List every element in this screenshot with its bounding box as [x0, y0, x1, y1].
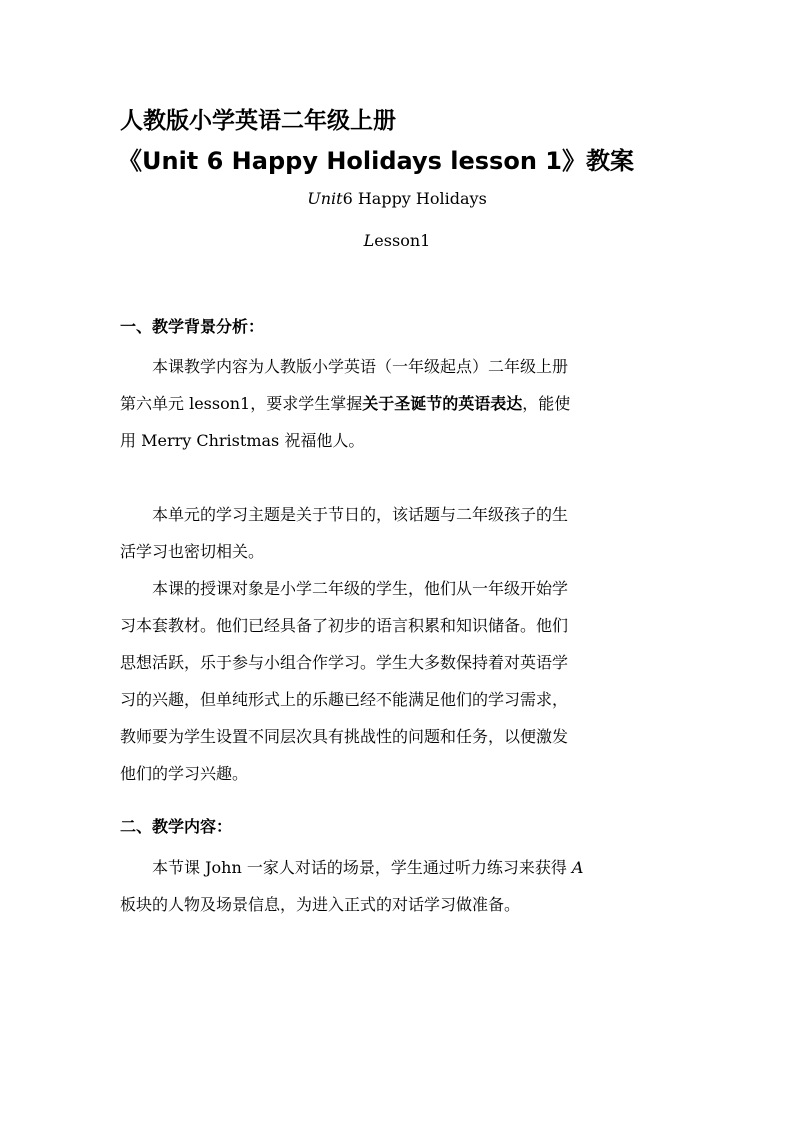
- paragraph-line: 习的兴趣，但单纯形式上的乐趣已经不能满足他们的学习需求，: [120, 690, 569, 709]
- section-heading-background: 一、教学背景分析：: [120, 317, 265, 336]
- paragraph-line: 用 Merry Christmas 祝福他人。: [120, 431, 365, 450]
- paragraph-content-intro: [120, 348, 680, 459]
- lesson-rest: esson1: [374, 231, 431, 250]
- paragraph-line: 他们的学习兴趣。: [120, 764, 249, 783]
- document-title-line1: 人教版小学英语二年级上册: [120, 108, 396, 134]
- document-title-line2: 《Unit 6 Happy Holidays lesson 1》教案: [118, 147, 634, 175]
- italic-text-run: A: [571, 858, 584, 877]
- paragraph-line: 习本套教材。他们已经具备了初步的语言积累和知识储备。他们: [120, 616, 569, 635]
- bold-text-run: 关于圣诞节的英语表达: [362, 394, 523, 413]
- paragraph-line: [120, 849, 680, 886]
- text-run: ，能使: [522, 394, 571, 413]
- paragraph-line: 板块的人物及场景信息，为进入正式的对话学习做准备。: [120, 895, 521, 914]
- lesson-subtitle: [0, 230, 794, 252]
- paragraph-line: 本单元的学习主题是关于节日的，该话题与二年级孩子的生: [152, 505, 569, 524]
- paragraph-line: 本课教学内容为人教版小学英语（一年级起点）二年级上册: [152, 357, 569, 376]
- unit-subtitle: [0, 188, 794, 210]
- lesson-initial: L: [363, 231, 375, 250]
- paragraph-line: 思想活跃，乐于参与小组合作学习。学生大多数保持着对英语学: [120, 653, 569, 672]
- section-heading-content: 二、教学内容：: [120, 817, 233, 836]
- paragraph-unit-theme: [120, 496, 680, 570]
- paragraph-line: 活学习也密切相关。: [120, 542, 265, 561]
- paragraph-students: [120, 570, 680, 792]
- paragraph-line: 教师要为学生设置不同层次具有挑战性的问题和任务，以便激发: [120, 727, 569, 746]
- unit-name: 6 Happy Holidays: [342, 189, 487, 208]
- paragraph-line: [120, 385, 680, 422]
- text-run: 第六单元 lesson1，要求学生掌握: [120, 394, 363, 413]
- unit-prefix: Unit: [307, 189, 343, 208]
- text-run: 本节课 John 一家人对话的场景，学生通过听力练习来获得: [152, 858, 572, 877]
- paragraph-line: 本课的授课对象是小学二年级的学生，他们从一年级开始学: [152, 579, 569, 598]
- paragraph-lesson-content: [120, 849, 680, 923]
